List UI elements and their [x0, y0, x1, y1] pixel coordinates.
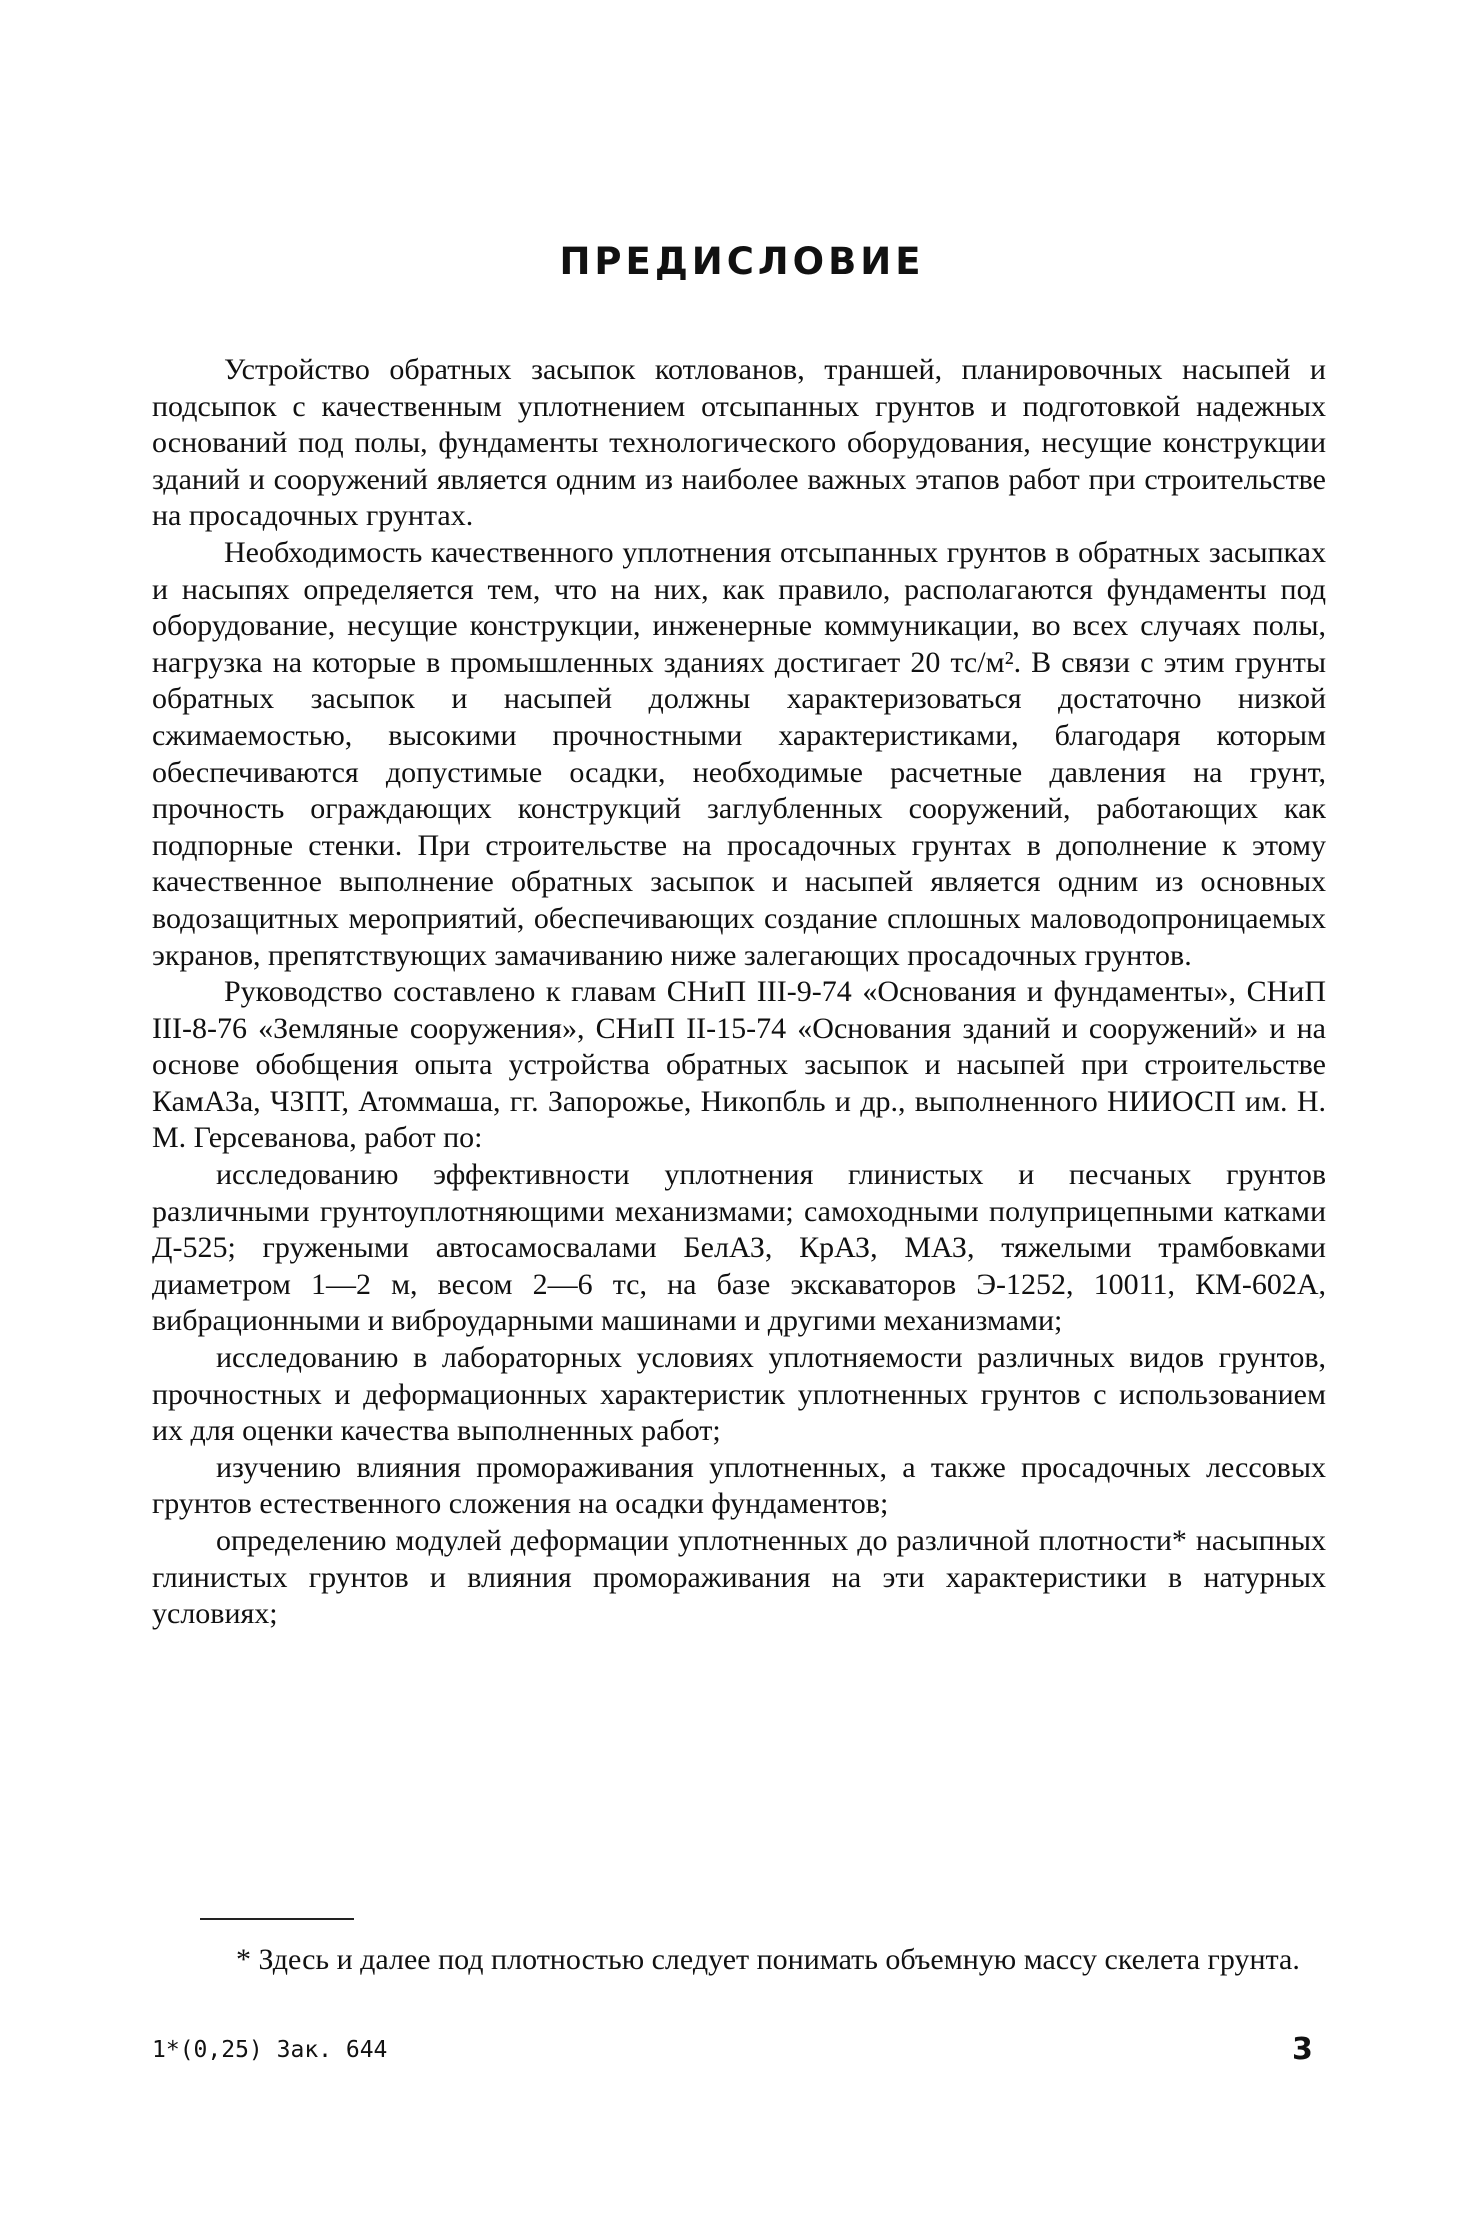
- list-item: определению модулей деформации уплотненных до различной плотности* насыпных глинистых грунтов и влияния промораживания на эти характеристики в натурных условиях;: [152, 1524, 1326, 1631]
- paragraph: Устройство обратных засыпок котлованов, траншей, планировочных насыпей и подсыпок с качественным уплотнением отсыпанных грунтов и подготовкой надежных оснований под полы, фундаменты технологического оборудования, несущие конструкции зданий и сооружений является одним из наиболее важных этапов работ при строительстве на просадочных грунтах.: [152, 353, 1326, 533]
- body-text: [152, 352, 1326, 1633]
- list-item: исследованию эффективности уплотнения глинистых и песчаных грунтов различными грунтоуплотняющими механизмами; самоходными полуприцепными катками Д-525; гружеными автосамосвалами БелАЗ, КрАЗ, МАЗ, тяжелыми трамбовками диаметром 1—2 м, весом 2—6 тс, на базе экскаваторов Э-1252, 10011, КМ-602А, вибрационными и виброударными машинами и другими механизмами;: [152, 1158, 1326, 1338]
- paragraph: Руководство составлено к главам СНиП III-9-74 «Основания и фундаменты», СНиП III-8-76 «Земляные сооружения», СНиП II-15-74 «Основания зданий и сооружений» и на основе обобщения опыта устройства обратных засыпок и насыпей при строительстве КамАЗа, ЧЗПТ, Атоммаша, гг. Запорожье, Никопбль и др., выполненного НИИОСП им. Н. М. Герсеванова, работ по:: [152, 975, 1326, 1155]
- list-item: исследованию в лабораторных условиях уплотняемости различных видов грунтов, прочностных и деформационных характеристик уплотненных грунтов с использованием их для оценки качества выполненных работ;: [152, 1341, 1326, 1448]
- page-number: 3: [1292, 2032, 1313, 2067]
- print-imprint: 1*(0,25) Зак. 644: [152, 2037, 388, 2063]
- footnote: * Здесь и далее под плотностью следует понимать объемную массу скелета грунта.: [236, 1943, 1300, 1976]
- paragraph: Необходимость качественного уплотнения отсыпанных грунтов в обратных засыпках и насыпях определяется тем, что на них, как правило, располагаются фундаменты под оборудование, несущие конструкции, инженерные коммуникации, во всех случаях полы, нагрузка на которые в промышленных зданиях достигает 20 тс/м². В связи с этим грунты обратных засыпок и насыпей должны характеризоваться достаточно низкой сжимаемостью, высокими прочностными характеристиками, благодаря которым обеспечиваются допустимые осадки, необходимые расчетные давления на грунт, прочность ограждающих конструкций заглубленных сооружений, работающих как подпорные стенки. При строительстве на просадочных грунтах в дополнение к этому качественное выполнение обратных засыпок и насыпей является одним из основных водозащитных мероприятий, обеспечивающих создание сплошных маловодопроницаемых экранов, препятствующих замачиванию ниже залегающих просадочных грунтов.: [152, 535, 1326, 972]
- page-title: ПРЕДИСЛОВИЕ: [559, 240, 925, 283]
- list-item: изучению влияния промораживания уплотненных, а также просадочных лессовых грунтов естественного сложения на осадки фундаментов;: [152, 1450, 1326, 1521]
- footnote-divider: [200, 1918, 354, 1920]
